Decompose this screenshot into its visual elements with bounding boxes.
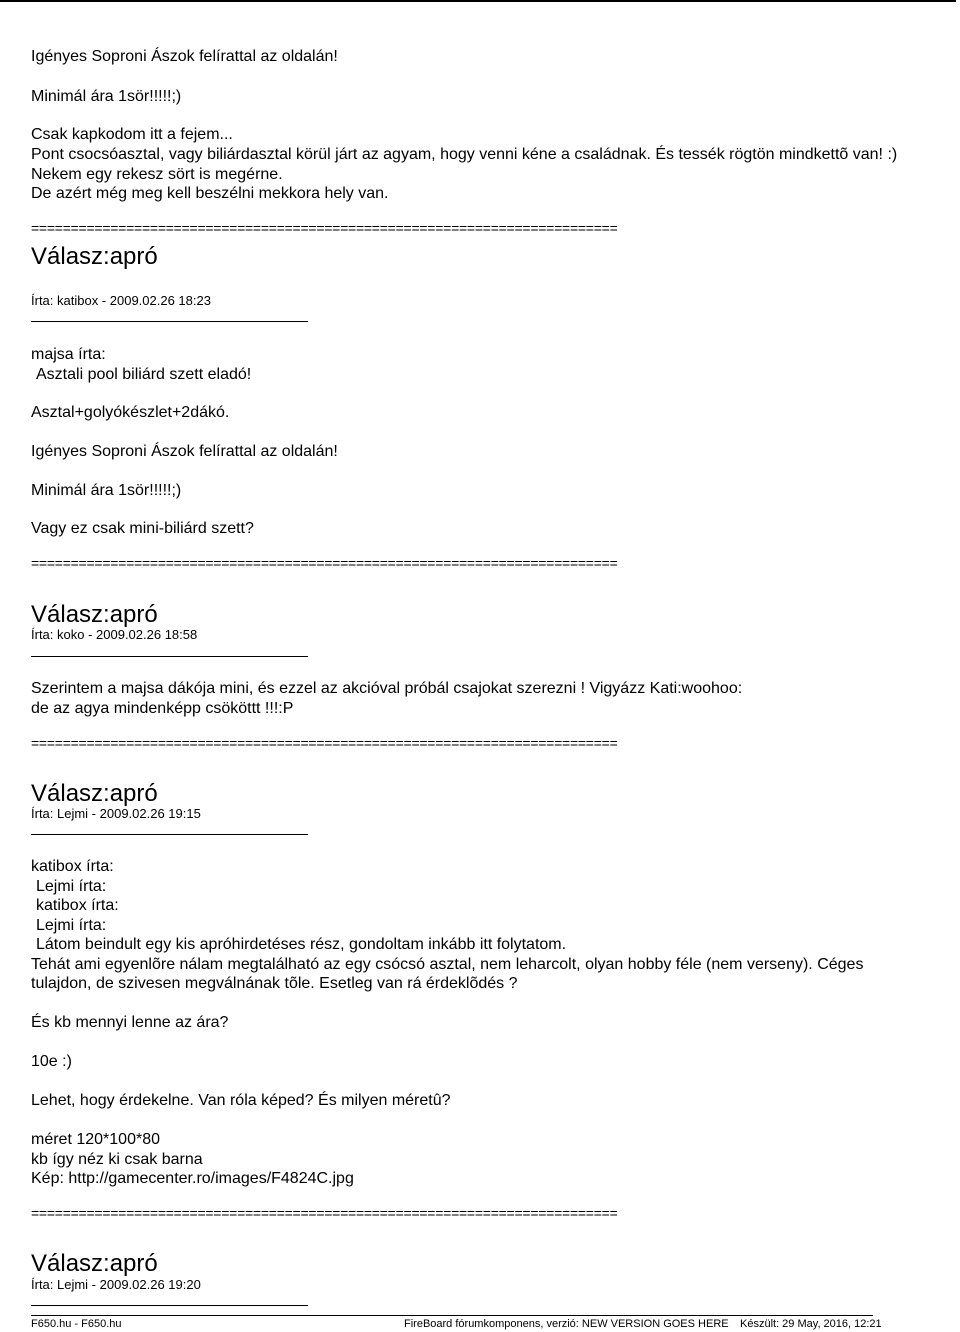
post-body-line: 10e :)	[31, 1053, 72, 1070]
post-body-line: tulajdon, de szivesen megválnának tõle. Esetleg van rá érdeklõdés ?	[31, 975, 518, 992]
post-title: Válasz:apró	[31, 243, 158, 270]
post-body: Vagy ez csak mini-biliárd szett?	[31, 520, 254, 537]
post-body-line: Kép: http://gamecenter.ro/images/F4824C.jpg	[31, 1170, 354, 1187]
quote-line: Asztali pool biliárd szett eladó!	[36, 366, 252, 383]
post-header-rule	[31, 656, 308, 657]
footer-site: F650.hu - F650.hu	[31, 1318, 122, 1330]
intro-line-1: Igényes Soproni Ászok felírattal az oldalán!	[31, 48, 338, 65]
intro-line-4: Pont csocsóasztal, vagy biliárdasztal körül járt az agyam, hogy venni kéne a családnak. És tessék rögtön mindkettõ van! :)	[31, 146, 898, 163]
post-body-line: kb így néz ki csak barna	[31, 1151, 203, 1168]
post-meta: Írta: Lejmi - 2009.02.26 19:20	[31, 1277, 201, 1292]
post-body-line: de az agya mindenképp csököttt !!!:P	[31, 700, 294, 717]
post-separator: ==========================================================================	[31, 220, 618, 236]
quote-header: katibox írta:	[31, 858, 114, 875]
footer-rule	[31, 1315, 873, 1316]
quote-header: Lejmi írta:	[36, 917, 107, 934]
post-title: Válasz:apró	[31, 780, 158, 807]
top-border	[0, 0, 956, 2]
post-body-line: És kb mennyi lenne az ára?	[31, 1014, 229, 1031]
intro-line-3: Csak kapkodom itt a fejem...	[31, 126, 233, 143]
quote-text: Látom beindult egy kis apróhirdetéses rész, gondoltam inkább itt folytatom.	[36, 936, 567, 953]
quote-header: majsa írta:	[31, 346, 106, 363]
footer-created: Készült: 29 May, 2016, 12:21	[740, 1318, 882, 1330]
post-header-rule	[31, 834, 308, 835]
post-meta: Írta: Lejmi - 2009.02.26 19:15	[31, 806, 201, 821]
intro-line-5: Nekem egy rekesz sört is megérne.	[31, 166, 283, 183]
post-title: Válasz:apró	[31, 1250, 158, 1277]
post-separator: ==========================================================================	[31, 555, 618, 571]
post-body-line: Szerintem a majsa dákója mini, és ezzel az akcióval próbál csajokat szerezni ! Vigyázz Kati:woohoo:	[31, 680, 743, 697]
quote-line: Minimál ára 1sör!!!!!;)	[31, 482, 182, 499]
quote-header: katibox írta:	[36, 897, 119, 914]
intro-line-6: De azért még meg kell beszélni mekkora hely van.	[31, 185, 389, 202]
post-header-rule	[31, 1305, 308, 1306]
post-header-rule	[31, 321, 308, 322]
quote-line: Igényes Soproni Ászok felírattal az oldalán!	[31, 443, 338, 460]
post-separator: ==========================================================================	[31, 735, 618, 751]
post-title: Válasz:apró	[31, 601, 158, 628]
post-body-line: Tehát ami egyenlõre nálam megtalálható az egy csócsó asztal, nem leharcolt, olyan hobby féle (nem verseny). Céges	[31, 956, 864, 973]
post-body-line: Lehet, hogy érdekelne. Van róla képed? És milyen méretû?	[31, 1092, 451, 1109]
post-body-line: méret 120*100*80	[31, 1131, 160, 1148]
post-meta: Írta: koko - 2009.02.26 18:58	[31, 627, 198, 642]
post-separator: ==========================================================================	[31, 1205, 618, 1221]
footer-component: FireBoard fórumkomponens, verzió: NEW VERSION GOES HERE	[404, 1318, 729, 1330]
post-meta: Írta: katibox - 2009.02.26 18:23	[31, 293, 211, 308]
quote-header: Lejmi írta:	[36, 878, 107, 895]
quote-line: Asztal+golyókészlet+2dákó.	[31, 404, 230, 421]
intro-line-2: Minimál ára 1sör!!!!!;)	[31, 88, 182, 105]
